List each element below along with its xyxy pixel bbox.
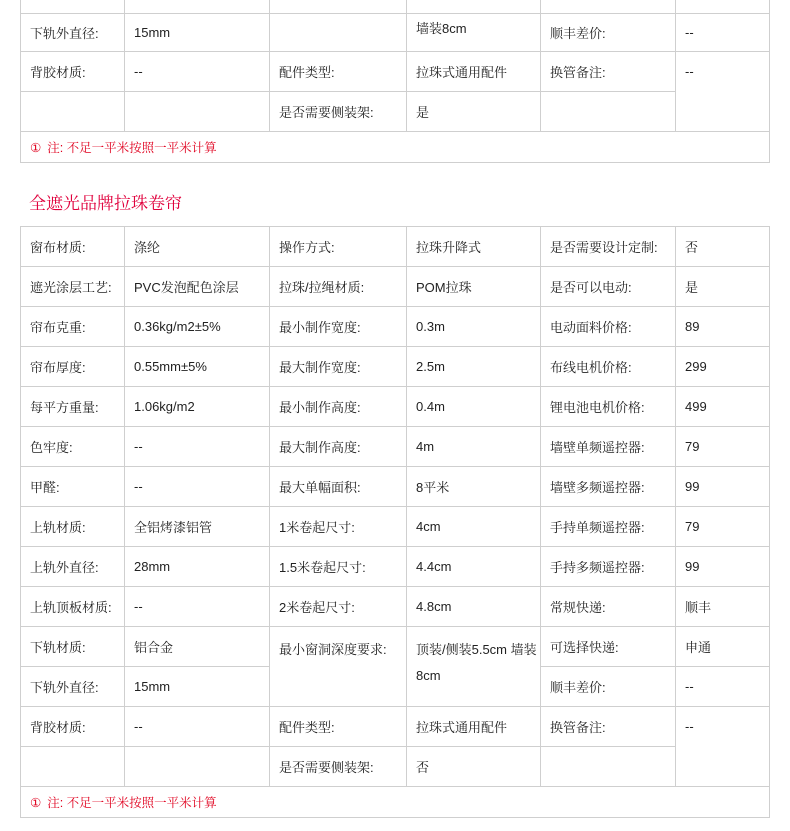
spec-label: 下轨材质: — [21, 627, 125, 667]
spec-value: 0.3m — [407, 307, 541, 347]
spec-label — [270, 0, 407, 14]
table-row — [21, 587, 770, 627]
spec-label: 换管备注: — [541, 52, 676, 92]
spec-label: 是否可以电动: — [541, 267, 676, 307]
spec-label: 拉珠/拉绳材质: — [270, 267, 407, 307]
spec-label: 遮光涂层工艺: — [21, 267, 125, 307]
spec-value: 79 — [676, 507, 770, 547]
spec-value: 4.8cm — [407, 587, 541, 627]
spec-label — [541, 92, 676, 132]
note-text: 注: 不足一平米按照一平米计算 — [47, 141, 217, 155]
table-row — [21, 267, 770, 307]
spec-value: -- — [125, 52, 270, 92]
spec-label: 背胶材质: — [21, 52, 125, 92]
spec-value: -- — [125, 707, 270, 747]
spec-value: -- — [676, 14, 770, 52]
spec-label: 甲醛: — [21, 467, 125, 507]
spec-value: 1.06kg/m2 — [125, 387, 270, 427]
spec-label: 手持多频遥控器: — [541, 547, 676, 587]
spec-label: 是否需要侧装架: — [270, 92, 407, 132]
spec-label: 墙壁多频遥控器: — [541, 467, 676, 507]
table-row — [21, 307, 770, 347]
spec-label: 布线电机价格: — [541, 347, 676, 387]
spec-label: 是否需要侧装架: — [270, 747, 407, 787]
spec-value: 4m — [407, 427, 541, 467]
spec-value: 0.4m — [407, 387, 541, 427]
spec-label: 帘布克重: — [21, 307, 125, 347]
table-row — [21, 52, 770, 92]
spec-value: 申通 — [676, 627, 770, 667]
spec-label: 每平方重量: — [21, 387, 125, 427]
spec-value: 否 — [407, 747, 541, 787]
spec-value: 铝合金 — [125, 627, 270, 667]
spec-value: 8平米 — [407, 467, 541, 507]
spec-value: 是 — [676, 267, 770, 307]
spec-label: 是否需要设计定制: — [541, 227, 676, 267]
spec-value: 墙装8cm — [407, 14, 541, 52]
spec-label: 配件类型: — [270, 52, 407, 92]
spec-label — [270, 14, 407, 52]
table-row — [21, 347, 770, 387]
spec-value: 拉珠式通用配件 — [407, 707, 541, 747]
spec-value: 全铝烤漆铝管 — [125, 507, 270, 547]
spec-value: PVC发泡配色涂层 — [125, 267, 270, 307]
spec-label: 手持单频遥控器: — [541, 507, 676, 547]
spec-label: 换管备注: — [541, 707, 676, 747]
spec-value: 99 — [676, 467, 770, 507]
table-note-row — [21, 787, 770, 818]
spec-value: 0.36kg/m2±5% — [125, 307, 270, 347]
spec-label: 最大制作高度: — [270, 427, 407, 467]
table-row — [21, 467, 770, 507]
spec-label: 上轨材质: — [21, 507, 125, 547]
table-row — [21, 92, 770, 132]
spec-value: 顶装/侧装5.5cm 墙装8cm — [407, 627, 541, 707]
table-note-row — [21, 132, 770, 163]
spec-value — [676, 0, 770, 14]
spec-value: 是 — [407, 92, 541, 132]
spec-value: POM拉珠 — [407, 267, 541, 307]
spec-label: 2米卷起尺寸: — [270, 587, 407, 627]
spec-table-top — [20, 0, 770, 163]
spec-value: -- — [125, 427, 270, 467]
spec-label: 下轨外直径: — [21, 667, 125, 707]
spec-label — [21, 0, 125, 14]
spec-label: 最小制作宽度: — [270, 307, 407, 347]
spec-value: -- — [125, 467, 270, 507]
spec-label — [541, 0, 676, 14]
spec-label: 色牢度: — [21, 427, 125, 467]
table-row — [21, 507, 770, 547]
info-icon: ① — [30, 141, 42, 155]
spec-label: 下轨外直径: — [21, 14, 125, 52]
table-row — [21, 387, 770, 427]
spec-value: 2.5m — [407, 347, 541, 387]
spec-value: 拉珠式通用配件 — [407, 52, 541, 92]
spec-value — [125, 747, 270, 787]
spec-value — [125, 0, 270, 14]
spec-label: 上轨顶板材质: — [21, 587, 125, 627]
spec-label: 可选择快递: — [541, 627, 676, 667]
spec-value — [125, 92, 270, 132]
spec-value: 拉珠升降式 — [407, 227, 541, 267]
spec-label: 窗布材质: — [21, 227, 125, 267]
section-title: 全遮光品牌拉珠卷帘 — [29, 194, 182, 213]
spec-value: 89 — [676, 307, 770, 347]
spec-label: 帘布厚度: — [21, 347, 125, 387]
table-row — [21, 707, 770, 747]
info-icon: ① — [30, 796, 42, 810]
spec-value: 15mm — [125, 14, 270, 52]
table-row — [21, 747, 770, 787]
spec-table — [20, 226, 770, 818]
spec-value: -- — [125, 587, 270, 627]
spec-value: -- — [676, 707, 770, 787]
spec-value: 4.4cm — [407, 547, 541, 587]
spec-value: 涤纶 — [125, 227, 270, 267]
spec-label: 操作方式: — [270, 227, 407, 267]
spec-value: 4cm — [407, 507, 541, 547]
spec-value: 79 — [676, 427, 770, 467]
note-cell — [21, 787, 770, 818]
note-text: 注: 不足一平米按照一平米计算 — [47, 796, 217, 810]
spec-value: -- — [676, 667, 770, 707]
spec-value: 否 — [676, 227, 770, 267]
spec-label — [21, 747, 125, 787]
spec-value: 0.55mm±5% — [125, 347, 270, 387]
spec-label: 上轨外直径: — [21, 547, 125, 587]
spec-value: 28mm — [125, 547, 270, 587]
spec-label: 电动面料价格: — [541, 307, 676, 347]
table-row — [21, 627, 770, 667]
spec-label — [21, 92, 125, 132]
table-row — [21, 227, 770, 267]
spec-label: 最小窗洞深度要求: — [270, 627, 407, 707]
table-row — [21, 0, 770, 14]
spec-label: 配件类型: — [270, 707, 407, 747]
spec-label: 最小制作高度: — [270, 387, 407, 427]
spec-label: 1.5米卷起尺寸: — [270, 547, 407, 587]
table-row — [21, 547, 770, 587]
spec-label: 顺丰差价: — [541, 667, 676, 707]
spec-label: 顺丰差价: — [541, 14, 676, 52]
spec-value: 99 — [676, 547, 770, 587]
spec-label: 背胶材质: — [21, 707, 125, 747]
spec-label: 常规快递: — [541, 587, 676, 627]
spec-label: 1米卷起尺寸: — [270, 507, 407, 547]
spec-value: 299 — [676, 347, 770, 387]
spec-label: 墙壁单频遥控器: — [541, 427, 676, 467]
spec-value: 499 — [676, 387, 770, 427]
spec-label — [541, 747, 676, 787]
note-cell — [21, 132, 770, 163]
spec-value: 顺丰 — [676, 587, 770, 627]
spec-value: -- — [676, 52, 770, 132]
spec-label: 最大制作宽度: — [270, 347, 407, 387]
spec-label: 锂电池电机价格: — [541, 387, 676, 427]
table-row — [21, 14, 770, 52]
table-row — [21, 427, 770, 467]
spec-value — [407, 0, 541, 14]
spec-value: 15mm — [125, 667, 270, 707]
spec-label: 最大单幅面积: — [270, 467, 407, 507]
